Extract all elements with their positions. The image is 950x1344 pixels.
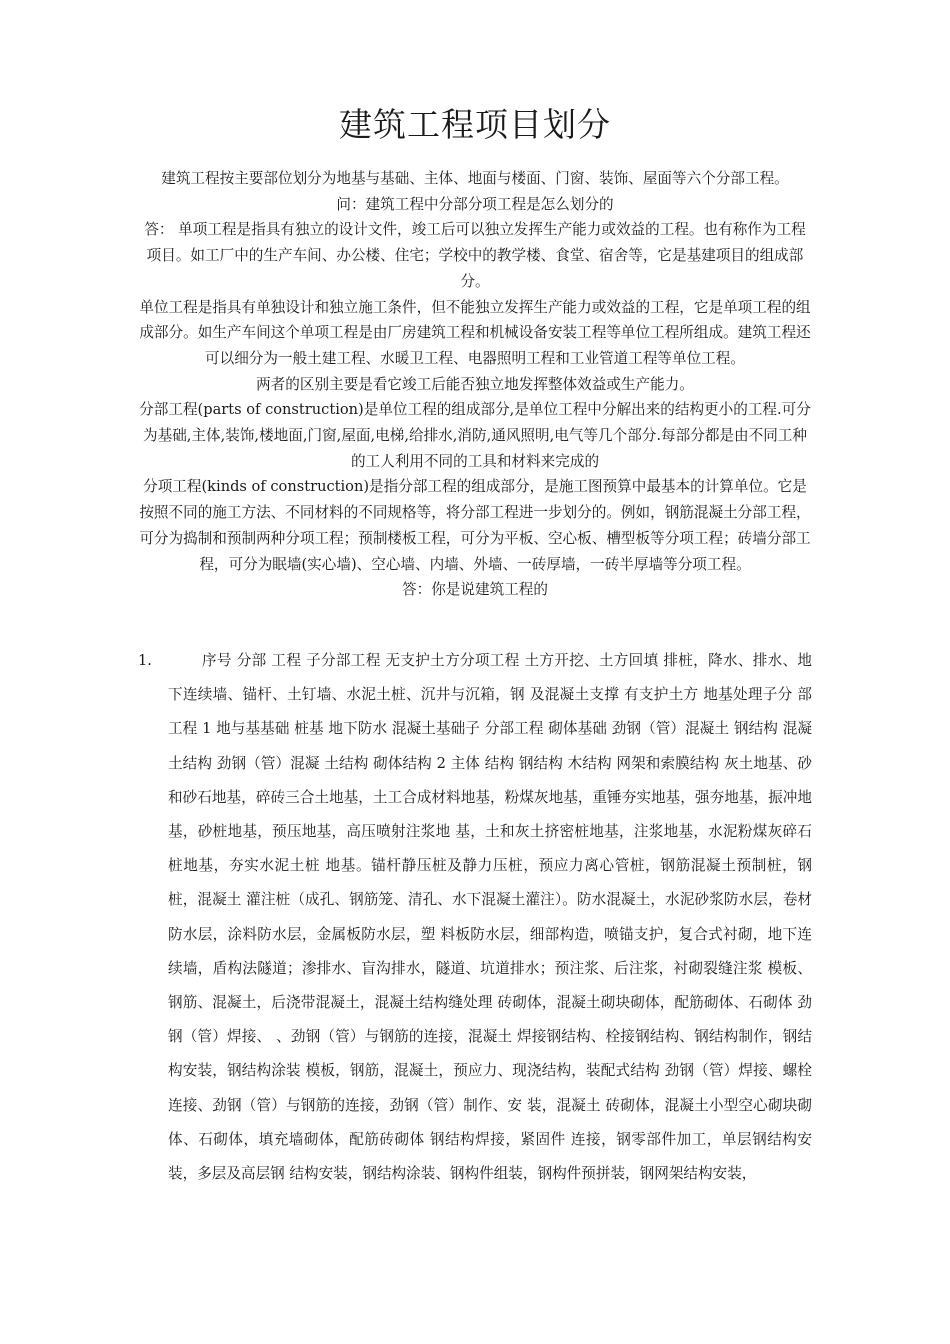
list-item-number: 1. (138, 652, 152, 669)
difference-line: 两者的区别主要是看它竣工后能否独立地发挥整体效益或生产能力。 (256, 375, 694, 393)
subitem-paragraph: 分项工程(kinds of construction)是指分部工程的组成部分，是施工图预算中最基本的计算单位。它是按照不同的施工方法、不同材料的不同规格等，将分部工程进一步划分的。例如，钢筋混凝土分部工程，可分为捣制和预制两种分项工程；预制楼板工程，可分为平板、空心板、槽型板等分项工程；砖墙分部工程，可分为眠墙(实心墙)、空心墙、内墙、外墙、一砖厚墙，一砖半厚墙等分项工程。 (139, 478, 811, 573)
list-item-text: 序号 分部 工程 子分部工程 无支护土方分项工程 土方开挖、土方回填 排桩，降水、排水、地下连续墙、锚杆、土钉墙、水泥土桩、沉井与沉箱，钢 及混凝土支撑 有支护土方 地基处理子分 部工程 1 地与基基础 桩基 地下防水 混凝土基础子 分部工程 砌体基础 劲钢（管）混凝土 钢结构 混凝土结构 劲钢（管）混凝 土结构 砌体结构 2 主体 结构 钢结构 木结构 网架和索膜结构 灰土地基、砂和砂石地基，碎砖三合土地基，土工合成材料地基，粉煤灰地基，重锤夯实地基，强夯地基，振冲地基，砂桩地基，预压地基，高压喷射注浆地 基，土和灰土挤密桩地基，注浆地基，水泥粉煤灰碎石桩地基，夯实水泥土桩 地基。锚杆静压桩及静力压桩，预应力离心管桩，钢筋混凝土预制桩，钢桩，混凝土 灌注桩（成孔、钢筋笼、清孔、水下混凝土灌注）。防水混凝土，水泥砂浆防水层，卷材防水层，涂料防水层，金属板防水层，塑 料板防水层，细部构造，喷锚支护，复合式衬砌，地下连续墙，盾构法隧道；渗排水、盲沟排水，隧道、坑道排水；预注浆、后注浆，衬砌裂缝注浆 模板、钢筋、混凝土，后浇带混凝土，混凝土结构缝处理 砖砌体，混凝土砌块砌体，配筋砌体、石砌体 劲钢（管）焊接、 、劲钢（管）与钢筋的连接，混凝土 焊接钢结构、栓接钢结构、钢结构制作，钢结构安装，钢结构涂装 模板，钢筋，混凝土，预应力、现浇结构，装配式结构 劲钢（管）焊接、螺栓连接、劲钢（管）与钢筋的连接，劲钢（管）制作、安 装，混凝土 砖砌体，混凝土小型空心砌块砌体、石砌体，填充墙砌体，配筋砖砌体 钢结构焊接，紧固件 连接，钢零部件加工，单层钢结构安装，多层及高层钢 结构安装，钢结构涂装、钢构件组装，钢构件预拼装，钢网架结构安装， (168, 652, 812, 1183)
list-item (138, 644, 812, 1191)
answer-line: 答：你是说建筑工程的 (402, 581, 548, 599)
intro-section (138, 166, 812, 603)
question-line: 问：建筑工程中分部分项工程是怎么划分的 (336, 195, 614, 213)
unit-project-paragraph: 单位工程是指具有单独设计和独立施工条件，但不能独立发挥生产能力或效益的工程，它是单项工程的组成部分。如生产车间这个单项工程是由厂房建筑工程和机械设备安装工程等单位工程所组成。建筑工程还可以细分为一般土建工程、水暖卫工程、电器照明工程和工业管道工程等单位工程。 (139, 298, 811, 367)
page-title: 建筑工程项目划分 (339, 105, 611, 144)
intro-paragraph: 建筑工程按主要部位划分为地基与基础、主体、地面与楼面、门窗、装饰、屋面等六个分部工程。 (161, 170, 789, 187)
answer-paragraph: 答： 单项工程是指具有独立的设计文件，竣工后可以独立发挥生产能力或效益的工程。也有称作为工程项目。如工厂中的生产车间、办公楼、住宅；学校中的教学楼、食堂、宿舍等，它是基建项目的组成部分。 (144, 221, 806, 290)
division-paragraph: 分部工程(parts of construction)是单位工程的组成部分,是单位工程中分解出来的结构更小的工程.可分为基础,主体,装饰,楼地面,门窗,屋面,电梯,给排水,消防,通风照明,电气等几个部分.每部分都是由不同工种的工人利用不同的工具和材料来完成的 (139, 401, 811, 470)
